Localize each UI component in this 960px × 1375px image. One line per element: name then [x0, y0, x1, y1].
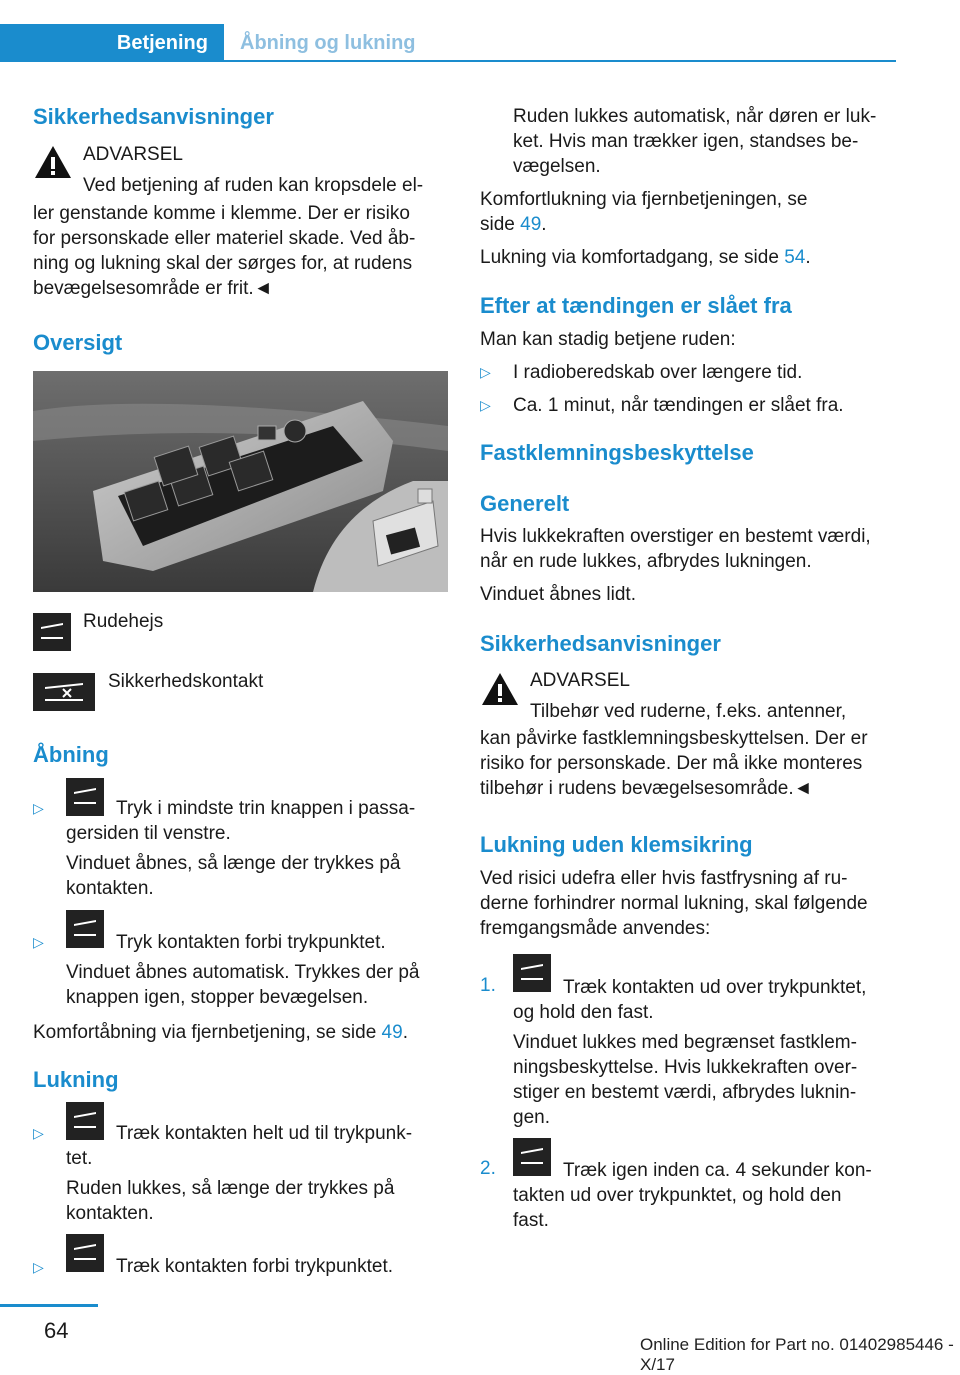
- step-1-result: gen.: [513, 1107, 550, 1128]
- closing-step-1: Træk kontakten helt ud til trykpunk-: [116, 1123, 413, 1144]
- safety-switch-icon: [33, 673, 95, 711]
- bullet-triangle-icon: ▷: [33, 1259, 44, 1275]
- page-number: 64: [44, 1318, 69, 1343]
- tab-aabning-og-lukning[interactable]: Åbning og lukning: [240, 32, 416, 54]
- general-text: når en rude lukkes, afbrydes lukningen.: [480, 551, 812, 572]
- window-button-icon: [513, 954, 551, 992]
- ignition-off-heading: Efter at tændingen er slået fra: [480, 293, 792, 318]
- safety-heading-2: Sikkerhedsanvisninger: [480, 631, 721, 656]
- opening-step-2-result: knappen igen, stopper bevægelsen.: [66, 987, 369, 1008]
- warning-line: ler genstande komme i klemme. Der er risiko: [33, 203, 410, 224]
- header-divider: [0, 60, 896, 62]
- page-link-54[interactable]: 54: [784, 247, 806, 268]
- closing-cont: ket. Hvis man trækker igen, standses be-: [513, 131, 859, 152]
- general-text: Vinduet åbnes lidt.: [480, 584, 636, 605]
- window-button-icon: [66, 910, 104, 948]
- bullet-triangle-icon: ▷: [480, 397, 491, 413]
- warning-label: ADVARSEL: [530, 670, 630, 691]
- closing-cont: vægelsen.: [513, 156, 601, 177]
- overview-heading: Oversigt: [33, 330, 123, 355]
- closing-step-1-result: Ruden lukkes, så længe der trykkes på: [66, 1178, 395, 1199]
- remote-closing-note: Komfortlukning via fjernbetjeningen, se: [480, 189, 808, 210]
- warning-line: Ved betjening af ruden kan kropsdele el-: [83, 175, 424, 196]
- warning-line: risiko for personskade. Der må ikke monteres: [480, 753, 863, 774]
- general-text: Hvis lukkekraften overstiger en bestemt værdi,: [480, 526, 871, 547]
- step-1-result: ningsbeskyttelse. Hvis lukkekraften over-: [513, 1057, 858, 1078]
- page-link-49[interactable]: 49: [520, 214, 542, 235]
- warning-line: kan påvirke fastklemningsbeskyttelsen. Der er: [480, 728, 868, 749]
- warning-line: bevægelsesområde er frit.◄: [33, 278, 273, 299]
- no-pinch-text: fremgangsmåde anvendes:: [480, 918, 711, 939]
- warning-icon: [480, 669, 520, 709]
- step-1-result: Vinduet lukkes med begrænset fastklem-: [513, 1032, 857, 1053]
- opening-step-1-result: Vinduet åbnes, så længe der trykkes på: [66, 853, 401, 874]
- warning-line: for personskade eller materiel skade. Ved åb-: [33, 228, 416, 249]
- remote-closing-note: side 49.: [480, 214, 547, 235]
- window-button-icon: [66, 778, 104, 816]
- window-button-icon: [66, 1102, 104, 1140]
- step-1-text: Træk kontakten ud over trykpunktet,: [563, 977, 867, 998]
- step-1-text: og hold den fast.: [513, 1002, 654, 1023]
- closing-step-1-cont: tet.: [66, 1148, 93, 1169]
- opening-step-1-result: kontakten.: [66, 878, 154, 899]
- legend-window-lifter: Rudehejs: [83, 611, 164, 632]
- step-2-text: fast.: [513, 1210, 549, 1231]
- opening-step-1: Tryk i mindste trin knappen i passa-: [116, 798, 416, 819]
- no-pinch-heading: Lukning uden klemsikring: [480, 832, 753, 857]
- legend-safety-switch: Sikkerhedskontakt: [108, 671, 264, 692]
- step-1-result: stiger en bestemt værdi, afbrydes luknin-: [513, 1082, 857, 1103]
- closing-cont: Ruden lukkes automatisk, når døren er luk-: [513, 106, 877, 127]
- step-2-text: takten ud over trykpunktet, og hold den: [513, 1185, 842, 1206]
- ignition-bullet: Ca. 1 minut, når tændingen er slået fra.: [513, 395, 844, 416]
- window-button-icon: [513, 1138, 551, 1176]
- no-pinch-text: derne forhindrer normal lukning, skal følgende: [480, 893, 868, 914]
- bullet-triangle-icon: ▷: [480, 364, 491, 380]
- warning-line: ning og lukning skal der sørges for, at rudens: [33, 253, 413, 274]
- closing-step-1-result: kontakten.: [66, 1203, 154, 1224]
- closing-heading: Lukning: [33, 1067, 119, 1092]
- bullet-triangle-icon: ▷: [33, 1125, 44, 1141]
- page-link-49[interactable]: 49: [381, 1022, 403, 1043]
- ignition-intro: Man kan stadig betjene ruden:: [480, 329, 736, 350]
- edition-note: Online Edition for Part no. 01402985446 - X/17: [640, 1335, 954, 1374]
- warning-line: Tilbehør ved ruderne, f.eks. antenner,: [530, 701, 847, 722]
- bullet-triangle-icon: ▷: [33, 800, 44, 816]
- window-button-icon: [66, 1234, 104, 1272]
- warning-icon: [33, 142, 73, 182]
- step-number: 1.: [480, 975, 496, 996]
- step-number: 2.: [480, 1158, 496, 1179]
- window-button-icon: [33, 613, 71, 651]
- comfort-opening-note: Komfortåbning via fjernbetjening, se side 49.: [33, 1022, 408, 1043]
- general-heading: Generelt: [480, 491, 570, 516]
- tab-betjening[interactable]: Betjening: [0, 24, 224, 62]
- warning-label: ADVARSEL: [83, 144, 183, 165]
- no-pinch-text: Ved risici udefra eller hvis fastfrysning af ru-: [480, 868, 848, 889]
- opening-step-2: Tryk kontakten forbi trykpunktet.: [116, 932, 386, 953]
- opening-step-1-cont: gersiden til venstre.: [66, 823, 231, 844]
- bullet-triangle-icon: ▷: [33, 934, 44, 950]
- warning-line: tilbehør i rudens bevægelsesområde.◄: [480, 778, 813, 799]
- opening-step-2-result: Vinduet åbnes automatisk. Trykkes der på: [66, 962, 420, 983]
- step-2-text: Træk igen inden ca. 4 sekunder kon-: [563, 1160, 872, 1181]
- closing-step-2: Træk kontakten forbi trykpunktet.: [116, 1256, 394, 1277]
- opening-heading: Åbning: [33, 742, 109, 767]
- footer-divider: [0, 1304, 98, 1307]
- door-panel-image: [33, 371, 448, 592]
- ignition-bullet: I radioberedskab over længere tid.: [513, 362, 803, 383]
- safety-heading: Sikkerhedsanvisninger: [33, 104, 274, 129]
- comfort-access-note: Lukning via komfortadgang, se side 54.: [480, 247, 811, 268]
- pinch-protection-heading: Fastklemningsbeskyttelse: [480, 440, 754, 465]
